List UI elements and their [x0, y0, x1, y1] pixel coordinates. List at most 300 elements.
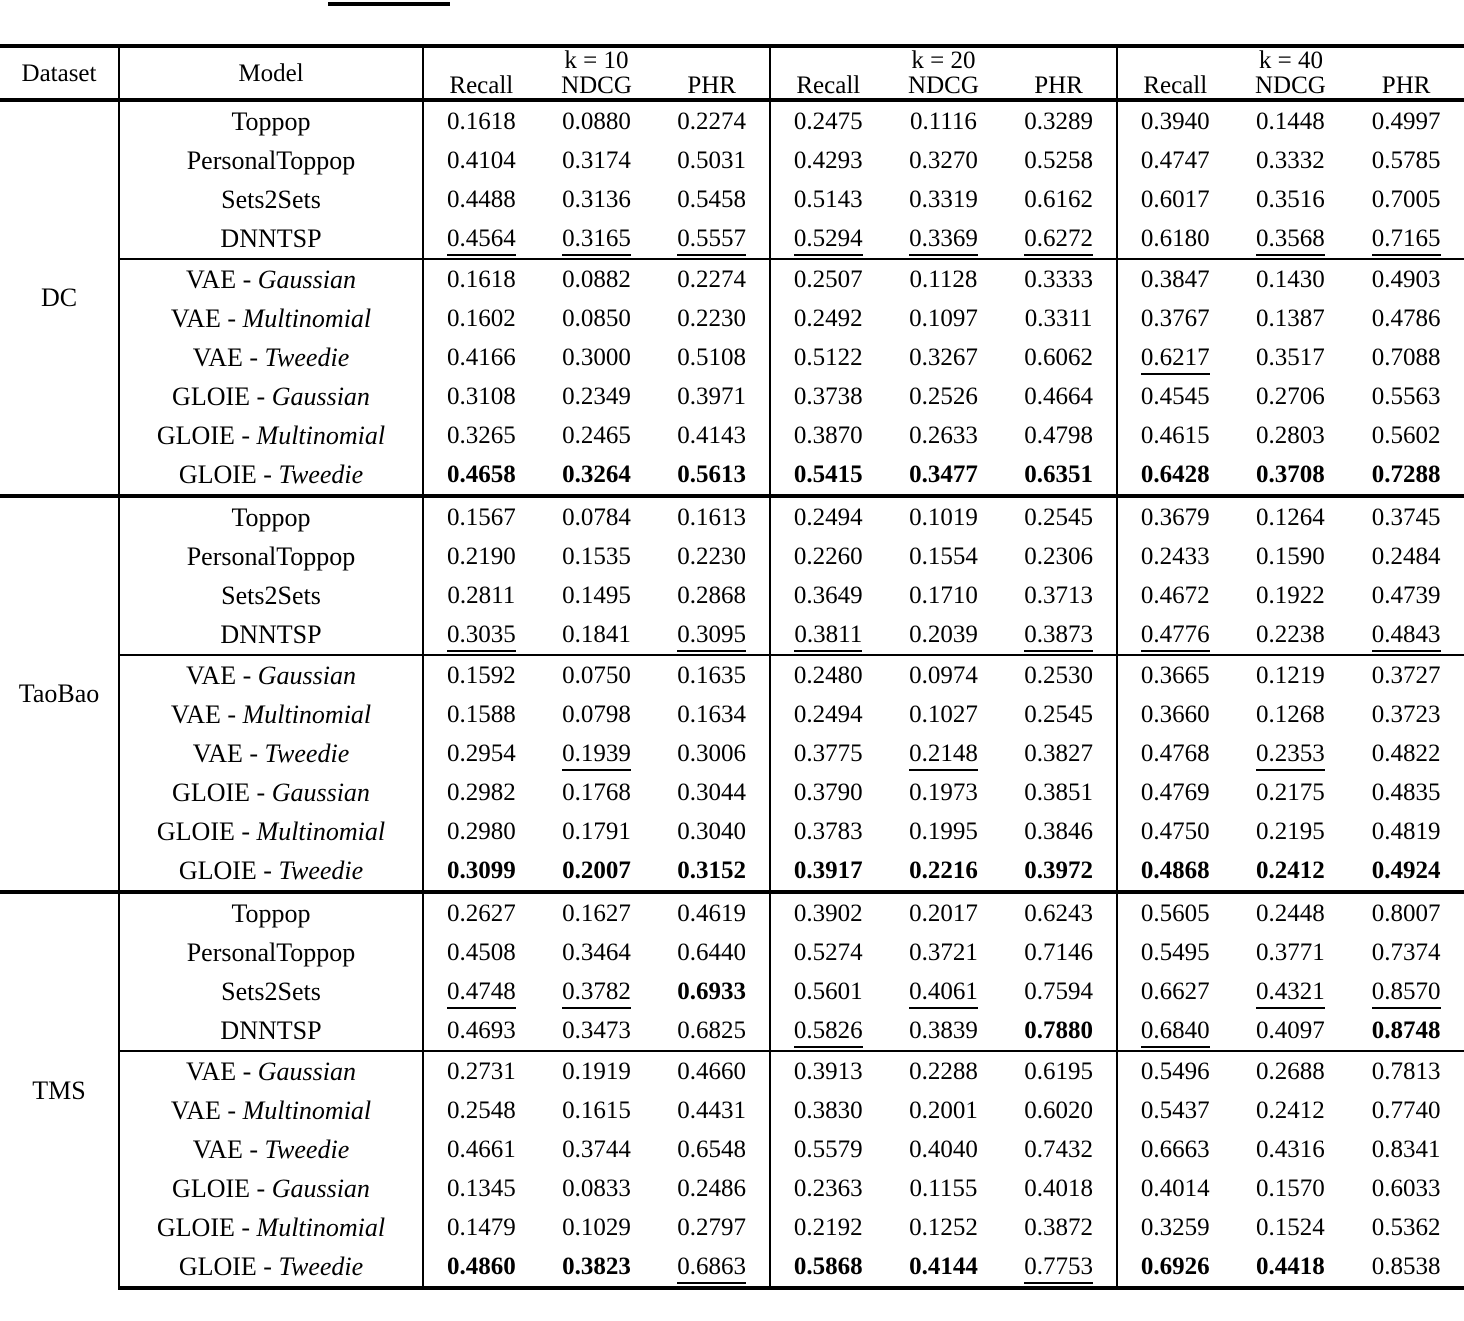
metric-value-cell: [886, 1247, 1002, 1288]
metric-value: 0.5495: [1140, 939, 1210, 966]
metric-value-runner-up: 0.1939: [562, 740, 631, 771]
metric-value: 0.0850: [562, 305, 631, 332]
metric-value: 0.3745: [1371, 504, 1441, 531]
metric-value: 0.4143: [677, 422, 747, 449]
metric-value-cell: [770, 851, 886, 892]
metric-value: 0.3473: [562, 1017, 631, 1044]
metric-value-cell: [654, 219, 770, 259]
metric-value-cell: [539, 1208, 655, 1247]
metric-value: 0.2627: [446, 900, 516, 927]
table-row: [0, 1169, 1464, 1208]
metric-value-cell: [1233, 734, 1349, 773]
metric-value: 0.4619: [677, 900, 747, 927]
metric-value-cell: [886, 180, 1002, 219]
model-name-cell: [119, 972, 423, 1011]
model-name-main: DNNTSP: [220, 223, 322, 253]
metric-value: 0.2230: [677, 305, 747, 332]
metric-value-cell: [654, 812, 770, 851]
metric-value-cell: [654, 1247, 770, 1288]
metric-value: 0.1345: [446, 1175, 516, 1202]
model-name-main: PersonalToppop: [186, 937, 356, 967]
metric-value-cell: [886, 1208, 1002, 1247]
model-name-main: GLOIE -: [156, 1212, 257, 1242]
metric-value-cell: [1348, 1130, 1464, 1169]
metric-value-cell: [770, 655, 886, 695]
table-row: [0, 219, 1464, 259]
metric-value: 0.4014: [1140, 1175, 1210, 1202]
metric-value-cell: [539, 219, 655, 259]
metric-value: 0.7374: [1371, 939, 1441, 966]
metric-value: 0.4661: [446, 1136, 516, 1163]
top-rule-fragment: [328, 2, 450, 6]
metric-value-cell: [1117, 455, 1233, 496]
metric-value-cell: [1117, 1169, 1233, 1208]
metric-value-cell: [1001, 695, 1117, 734]
model-name-cell: [119, 851, 423, 892]
table-head: [0, 46, 1464, 100]
metric-value-cell: [1233, 1208, 1349, 1247]
metric-value-cell: [886, 615, 1002, 655]
metric-value-cell: [539, 100, 655, 141]
model-name-variant: Tweedie: [278, 1251, 364, 1281]
metric-value-cell: [886, 972, 1002, 1011]
metric-value-cell: [539, 655, 655, 695]
metric-value-cell: [1001, 416, 1117, 455]
metric-value-cell: [886, 496, 1002, 537]
metric-value-cell: [1233, 416, 1349, 455]
metric-value-best: 0.6926: [1140, 1253, 1210, 1280]
metric-value-cell: [770, 1130, 886, 1169]
metric-value: 0.2017: [909, 900, 978, 927]
metric-value-cell: [539, 338, 655, 377]
metric-value-cell: [1348, 377, 1464, 416]
metric-value-cell: [1233, 773, 1349, 812]
model-name-cell: [119, 615, 423, 655]
metric-value-best: 0.3917: [793, 857, 863, 884]
metric-value: 0.2412: [1256, 1097, 1325, 1124]
table-row: [0, 933, 1464, 972]
metric-value-cell: [1348, 299, 1464, 338]
metric-value-cell: [1233, 655, 1349, 695]
metric-value-cell: [1001, 338, 1117, 377]
model-name-main: PersonalToppop: [186, 145, 356, 175]
metric-value-best: 0.3099: [446, 857, 516, 884]
model-name-main: GLOIE -: [178, 459, 279, 489]
metric-value: 0.2526: [909, 383, 978, 410]
model-name-cell: [119, 141, 423, 180]
metric-value: 0.4104: [446, 147, 516, 174]
metric-value-cell: [1117, 851, 1233, 892]
metric-value-cell: [1117, 537, 1233, 576]
metric-value: 0.2954: [446, 740, 516, 767]
metric-value-best: 0.5415: [793, 461, 863, 488]
metric-value-cell: [1117, 180, 1233, 219]
metric-value-cell: [654, 338, 770, 377]
metric-value: 0.1919: [562, 1058, 631, 1085]
metric-value: 0.4097: [1256, 1017, 1325, 1044]
metric-value-cell: [654, 892, 770, 933]
column-header-k10-phr: PHR: [687, 72, 736, 99]
model-name-main: DNNTSP: [220, 619, 322, 649]
metric-value-cell: [1233, 219, 1349, 259]
metric-value-runner-up: 0.3165: [562, 225, 631, 256]
metric-value: 0.1019: [909, 504, 978, 531]
metric-value-best: 0.7288: [1371, 461, 1441, 488]
model-name-main: GLOIE -: [156, 420, 257, 450]
metric-value: 0.3723: [1371, 701, 1441, 728]
table-row: [0, 1208, 1464, 1247]
metric-value: 0.1613: [677, 504, 747, 531]
metric-value-cell: [539, 455, 655, 496]
metric-value-cell: [1001, 496, 1117, 537]
metric-value: 0.1841: [562, 621, 631, 648]
metric-value-cell: [539, 851, 655, 892]
metric-value-cell: [1117, 1130, 1233, 1169]
metric-value-cell: [1348, 496, 1464, 537]
metric-value-cell: [654, 851, 770, 892]
metric-value: 0.2480: [793, 662, 863, 689]
metric-value-runner-up: 0.4843: [1372, 621, 1441, 652]
metric-value-cell: [654, 496, 770, 537]
metric-value-cell: [654, 1130, 770, 1169]
metric-value: 0.4819: [1371, 818, 1441, 845]
metric-value-cell: [886, 259, 1002, 299]
metric-value: 0.3289: [1024, 108, 1093, 135]
model-name-cell: [119, 377, 423, 416]
metric-value-cell: [1233, 812, 1349, 851]
metric-value-cell: [1348, 892, 1464, 933]
metric-value-cell: [654, 1208, 770, 1247]
metric-value: 0.4615: [1140, 422, 1210, 449]
metric-value: 0.3311: [1024, 305, 1093, 332]
metric-value-cell: [770, 180, 886, 219]
metric-value-runner-up: 0.2353: [1256, 740, 1325, 771]
metric-value-cell: [770, 1169, 886, 1208]
metric-value-cell: [770, 1091, 886, 1130]
metric-value: 0.5579: [793, 1136, 863, 1163]
model-name-main: VAE -: [192, 738, 265, 768]
metric-value-cell: [423, 338, 539, 377]
metric-value-cell: [1117, 496, 1233, 537]
metric-value: 0.5274: [793, 939, 863, 966]
metric-value: 0.5437: [1140, 1097, 1210, 1124]
metric-value-cell: [423, 615, 539, 655]
metric-value-cell: [1348, 812, 1464, 851]
model-name-cell: [119, 576, 423, 615]
metric-value: 0.1029: [562, 1214, 631, 1241]
metric-value: 0.0882: [562, 266, 631, 293]
dataset-label-taobao: TaoBao: [0, 496, 119, 892]
metric-value: 0.1264: [1256, 504, 1325, 531]
metric-value: 0.3902: [793, 900, 863, 927]
metric-value-cell: [1348, 219, 1464, 259]
metric-value: 0.3108: [446, 383, 516, 410]
metric-value: 0.1535: [562, 543, 631, 570]
metric-value-best: 0.5613: [677, 461, 747, 488]
metric-value-cell: [770, 141, 886, 180]
metric-value-cell: [886, 1091, 1002, 1130]
model-name-main: Toppop: [231, 106, 311, 136]
metric-value: 0.4166: [446, 344, 516, 371]
model-name-main: VAE -: [170, 303, 243, 333]
metric-value: 0.5122: [793, 344, 863, 371]
metric-value-runner-up: 0.7165: [1372, 225, 1441, 256]
metric-value-runner-up: 0.2148: [909, 740, 978, 771]
metric-value: 0.5458: [677, 186, 747, 213]
model-name-main: VAE -: [170, 699, 243, 729]
metric-value: 0.3464: [562, 939, 631, 966]
metric-value-cell: [654, 1169, 770, 1208]
metric-value: 0.1495: [562, 582, 631, 609]
model-name-cell: [119, 1130, 423, 1169]
metric-value: 0.6020: [1024, 1097, 1093, 1124]
metric-value-cell: [770, 455, 886, 496]
model-name-main: Sets2Sets: [221, 580, 321, 610]
header-row-group-labels: [0, 46, 1464, 73]
metric-value-cell: [1233, 100, 1349, 141]
metric-value-cell: [770, 1011, 886, 1051]
metric-value-cell: [886, 338, 1002, 377]
metric-value-cell: [770, 299, 886, 338]
metric-value-best: 0.8748: [1371, 1017, 1441, 1044]
metric-value-cell: [1348, 180, 1464, 219]
metric-value-runner-up: 0.4748: [447, 978, 516, 1009]
metric-value-cell: [770, 416, 886, 455]
metric-value-cell: [423, 141, 539, 180]
metric-value-best: 0.3708: [1256, 461, 1325, 488]
metric-value-cell: [654, 416, 770, 455]
metric-value-runner-up: 0.6272: [1024, 225, 1093, 256]
metric-value-cell: [423, 1130, 539, 1169]
metric-value: 0.0974: [909, 662, 978, 689]
metric-value: 0.6440: [677, 939, 747, 966]
column-header-k20-recall: Recall: [770, 73, 886, 100]
metric-value-cell: [770, 100, 886, 141]
metric-value: 0.2494: [793, 701, 863, 728]
metric-value: 0.2190: [446, 543, 516, 570]
table-row: [0, 1247, 1464, 1288]
metric-value: 0.4835: [1371, 779, 1441, 806]
metric-value-cell: [1348, 1208, 1464, 1247]
model-name-variant: Multinomial: [242, 1095, 372, 1125]
metric-value-cell: [1348, 773, 1464, 812]
metric-value: 0.2797: [677, 1214, 747, 1241]
model-name-variant: Multinomial: [256, 420, 386, 450]
metric-value: 0.3940: [1140, 108, 1210, 135]
model-name-variant: Gaussian: [257, 1056, 356, 1086]
metric-value: 0.5563: [1371, 383, 1441, 410]
metric-value-cell: [770, 933, 886, 972]
metric-value-cell: [770, 1051, 886, 1091]
metric-value-cell: [423, 259, 539, 299]
metric-value-cell: [654, 615, 770, 655]
metric-value-cell: [654, 377, 770, 416]
metric-value: 0.4660: [677, 1058, 747, 1085]
model-name-variant: Gaussian: [257, 264, 356, 294]
table-row: [0, 496, 1464, 537]
metric-value: 0.2484: [1371, 543, 1441, 570]
metric-value-cell: [1001, 1130, 1117, 1169]
metric-value: 0.3333: [1024, 266, 1093, 293]
metric-value-cell: [1117, 773, 1233, 812]
model-name-cell: [119, 338, 423, 377]
metric-value-cell: [1348, 1169, 1464, 1208]
table-row: [0, 812, 1464, 851]
metric-value-cell: [770, 734, 886, 773]
metric-value: 0.2274: [677, 108, 747, 135]
metric-value: 0.3660: [1140, 701, 1210, 728]
metric-value-cell: [1117, 1091, 1233, 1130]
metric-value: 0.5605: [1140, 900, 1210, 927]
metric-value-cell: [770, 695, 886, 734]
metric-value-cell: [423, 100, 539, 141]
metric-value-cell: [1001, 576, 1117, 615]
table-row: [0, 537, 1464, 576]
model-name-main: GLOIE -: [178, 855, 279, 885]
metric-value: 0.7813: [1371, 1058, 1441, 1085]
model-name-cell: [119, 1208, 423, 1247]
metric-value-cell: [1348, 455, 1464, 496]
metric-value-best: 0.3823: [562, 1253, 631, 1280]
model-name-cell: [119, 695, 423, 734]
metric-value-runner-up: 0.4776: [1141, 621, 1210, 652]
model-name-cell: [119, 933, 423, 972]
metric-value: 0.2530: [1024, 662, 1093, 689]
metric-value-best: 0.2412: [1256, 857, 1325, 884]
metric-value: 0.1615: [562, 1097, 631, 1124]
metric-value-cell: [1001, 377, 1117, 416]
metric-value: 0.1116: [910, 108, 977, 135]
metric-value-cell: [1348, 615, 1464, 655]
metric-value-cell: [1348, 100, 1464, 141]
metric-value: 0.3913: [793, 1058, 863, 1085]
metric-value: 0.3136: [562, 186, 631, 213]
metric-value: 0.1634: [677, 701, 747, 728]
metric-value: 0.4316: [1256, 1136, 1325, 1163]
metric-value-cell: [1117, 299, 1233, 338]
metric-value-cell: [1233, 1011, 1349, 1051]
metric-value: 0.2465: [562, 422, 631, 449]
column-header-k40-ndcg: NDCG: [1255, 72, 1326, 99]
metric-value: 0.7146: [1024, 939, 1093, 966]
metric-value: 0.4018: [1024, 1175, 1093, 1202]
metric-value-cell: [1117, 734, 1233, 773]
metric-value-cell: [1001, 615, 1117, 655]
metric-value: 0.2688: [1256, 1058, 1325, 1085]
metric-value: 0.2548: [446, 1097, 516, 1124]
model-name-variant: Multinomial: [256, 816, 386, 846]
metric-value-best: 0.5868: [793, 1253, 863, 1280]
metric-value-cell: [1233, 338, 1349, 377]
metric-value-cell: [539, 180, 655, 219]
metric-value-cell: [1233, 377, 1349, 416]
metric-value: 0.7005: [1371, 186, 1441, 213]
table-body: [0, 100, 1464, 1288]
metric-value-cell: [423, 219, 539, 259]
model-name-variant: Gaussian: [271, 777, 370, 807]
metric-value-cell: [539, 1247, 655, 1288]
metric-value: 0.8007: [1371, 900, 1441, 927]
metric-value: 0.2363: [793, 1175, 863, 1202]
model-name-main: GLOIE -: [172, 777, 272, 807]
metric-value-cell: [1001, 972, 1117, 1011]
metric-value-cell: [1001, 455, 1117, 496]
metric-value-runner-up: 0.4564: [447, 225, 516, 256]
metric-value-cell: [886, 851, 1002, 892]
model-name-variant: Tweedie: [264, 342, 350, 372]
metric-value: 0.3839: [909, 1017, 978, 1044]
metric-value: 0.3679: [1140, 504, 1210, 531]
metric-value: 0.2731: [446, 1058, 516, 1085]
metric-value-cell: [1348, 338, 1464, 377]
metric-value-cell: [1233, 972, 1349, 1011]
metric-value: 0.2349: [562, 383, 631, 410]
metric-value-cell: [886, 537, 1002, 576]
model-name-main: PersonalToppop: [186, 541, 356, 571]
metric-value-cell: [423, 180, 539, 219]
metric-value-cell: [1001, 100, 1117, 141]
metric-value: 0.1252: [909, 1214, 978, 1241]
metric-value: 0.1387: [1256, 305, 1325, 332]
metric-value: 0.5143: [793, 186, 863, 213]
metric-value-best: 0.3972: [1024, 857, 1093, 884]
metric-value-cell: [1348, 1247, 1464, 1288]
metric-value: 0.2306: [1024, 543, 1093, 570]
metric-value: 0.1922: [1256, 582, 1325, 609]
metric-value-cell: [423, 537, 539, 576]
metric-value: 0.1567: [446, 504, 516, 531]
metric-value: 0.7594: [1024, 978, 1093, 1005]
table-row: [0, 1051, 1464, 1091]
metric-value-runner-up: 0.8570: [1372, 978, 1441, 1009]
metric-value-cell: [654, 1091, 770, 1130]
model-name-variant: Multinomial: [242, 699, 372, 729]
metric-value: 0.2039: [909, 621, 978, 648]
model-name-main: GLOIE -: [172, 381, 272, 411]
metric-value-cell: [886, 455, 1002, 496]
results-table: [0, 44, 1464, 1290]
metric-value: 0.3783: [793, 818, 863, 845]
metric-value: 0.5601: [793, 978, 863, 1005]
table-row: [0, 100, 1464, 141]
metric-value-cell: [654, 299, 770, 338]
metric-value: 0.1155: [909, 1175, 978, 1202]
metric-value-cell: [770, 892, 886, 933]
metric-value-cell: [423, 1011, 539, 1051]
metric-value-runner-up: 0.6840: [1141, 1017, 1210, 1048]
table-row: [0, 377, 1464, 416]
metric-value: 0.4545: [1140, 383, 1210, 410]
metric-value: 0.3771: [1256, 939, 1325, 966]
metric-value-cell: [539, 416, 655, 455]
metric-value: 0.3259: [1140, 1214, 1210, 1241]
metric-value: 0.3830: [793, 1097, 863, 1124]
model-name-cell: [119, 1169, 423, 1208]
metric-value-runner-up: 0.7753: [1024, 1253, 1093, 1284]
metric-value: 0.8341: [1371, 1136, 1441, 1163]
metric-value: 0.3044: [677, 779, 747, 806]
metric-value: 0.5362: [1371, 1214, 1441, 1241]
metric-value: 0.6180: [1140, 225, 1210, 252]
metric-value: 0.3827: [1024, 740, 1093, 767]
table-row: [0, 734, 1464, 773]
metric-value: 0.2811: [447, 582, 516, 609]
metric-value-best: 0.4868: [1140, 857, 1210, 884]
metric-value: 0.2260: [793, 543, 863, 570]
metric-value-cell: [1348, 1051, 1464, 1091]
metric-value: 0.0833: [562, 1175, 631, 1202]
metric-value: 0.1590: [1256, 543, 1325, 570]
